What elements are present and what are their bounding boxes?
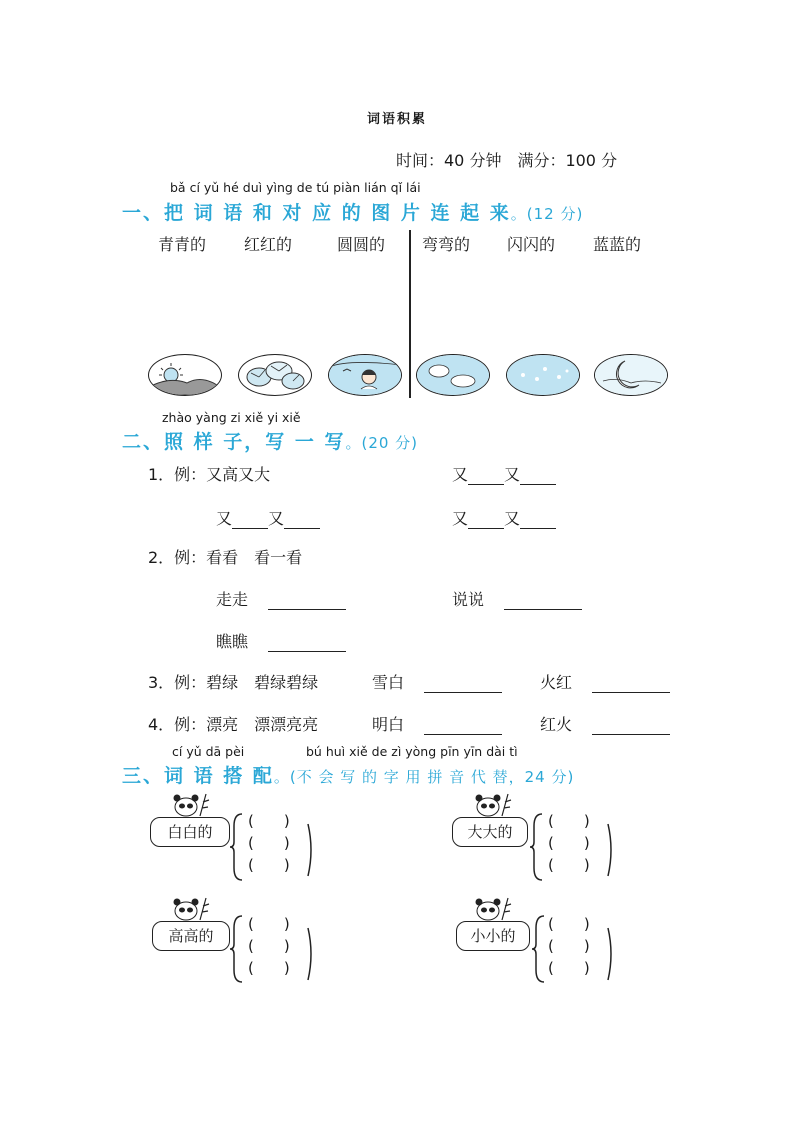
blank-line[interactable] — [504, 593, 582, 610]
q4-item — [372, 712, 502, 735]
sun-over-hills-picture[interactable] — [148, 354, 222, 396]
paren-slot[interactable]: ( ) — [548, 856, 590, 874]
page-title: 词语积累 — [366, 112, 427, 127]
you-char: 又 — [504, 509, 521, 528]
paren-slot[interactable]: ( ) — [548, 937, 590, 955]
section1-heading — [122, 198, 583, 225]
tag-baibaide: 白白的 — [150, 817, 230, 847]
word-item: 圆圆的 — [337, 235, 386, 254]
paren-slot[interactable]: ( ) — [548, 915, 590, 933]
q1-fill-1 — [452, 462, 556, 485]
q4-word: 红火 — [540, 715, 573, 734]
word-item: 蓝蓝的 — [593, 235, 642, 254]
lotus-leaves-picture[interactable] — [238, 354, 312, 396]
paren-slot[interactable]: ( ) — [248, 915, 290, 933]
blank-line[interactable] — [520, 468, 556, 485]
section2-pinyin: zhào yàng zi xiě yi xiě — [162, 410, 301, 425]
q2-word: 瞧瞧 — [216, 632, 249, 651]
blank-line[interactable] — [520, 512, 556, 529]
section2-heading-text: 二、照 样 子，写 一 写 — [122, 431, 346, 453]
you-char: 又 — [452, 465, 469, 484]
right-paren-icon — [606, 822, 616, 882]
section2-heading — [122, 427, 418, 454]
tag-gaogaode: 高高的 — [152, 921, 230, 951]
brace-icon — [230, 812, 244, 886]
section1-heading-text: 一、把 词 语 和 对 应 的 图 片 连 起 来 — [122, 202, 511, 224]
q2-word: 说说 — [452, 590, 485, 609]
brace-icon — [230, 914, 244, 988]
q2-word: 走走 — [216, 590, 249, 609]
brace-icon — [532, 914, 546, 988]
stars-picture[interactable] — [506, 354, 580, 396]
blank-line[interactable] — [468, 512, 504, 529]
paren-slot[interactable]: ( ) — [548, 812, 590, 830]
word-item: 红红的 — [244, 235, 293, 254]
blank-line[interactable] — [268, 635, 346, 652]
blank-line[interactable] — [232, 512, 268, 529]
you-char: 又 — [268, 509, 285, 528]
brace-icon — [530, 812, 544, 886]
blank-line[interactable] — [268, 593, 346, 610]
blank-line[interactable] — [468, 468, 504, 485]
word-item: 闪闪的 — [507, 235, 556, 254]
q3-example: 3．例：碧绿 碧绿碧绿 — [148, 673, 319, 692]
paren-slot[interactable]: ( ) — [548, 959, 590, 977]
paren-slot[interactable]: ( ) — [248, 937, 290, 955]
q1-fill-2 — [216, 506, 320, 529]
q4-word: 明白 — [372, 715, 405, 734]
you-char: 又 — [452, 509, 469, 528]
blank-line[interactable] — [424, 676, 502, 693]
section1-score: 。(12 分) — [510, 205, 584, 223]
q4-item — [540, 712, 670, 735]
paren-slot[interactable]: ( ) — [248, 856, 290, 874]
q2-item — [452, 587, 582, 610]
blank-line[interactable] — [592, 718, 670, 735]
blank-line[interactable] — [424, 718, 502, 735]
crescent-moon-picture[interactable] — [594, 354, 668, 396]
section3-pinyin-a: cí yǔ dā pèi — [172, 744, 245, 759]
q2-example: 2．例：看看 看一看 — [148, 548, 303, 567]
q2-item — [216, 629, 346, 652]
q1-example: 1．例：又高又大 — [148, 465, 271, 484]
tag-xiaoxiaode: 小小的 — [456, 921, 530, 951]
section1-pinyin: bǎ cí yǔ hé duì yìng de tú piàn lián qǐ lái — [170, 180, 421, 195]
right-paren-icon — [306, 822, 316, 882]
paren-slot[interactable]: ( ) — [248, 959, 290, 977]
section3-heading-text: 三、词 语 搭 配 — [122, 765, 274, 787]
paren-slot[interactable]: ( ) — [548, 834, 590, 852]
section3-pinyin-b: bú huì xiě de zì yòng pīn yīn dài tì — [306, 744, 518, 759]
word-item: 青青的 — [158, 235, 207, 254]
blank-line[interactable] — [592, 676, 670, 693]
paren-slot[interactable]: ( ) — [248, 812, 290, 830]
q3-word: 火红 — [540, 673, 573, 692]
blank-line[interactable] — [284, 512, 320, 529]
section3-heading — [122, 761, 574, 788]
q4-example: 4．例：漂亮 漂漂亮亮 — [148, 715, 319, 734]
right-paren-icon — [606, 926, 616, 986]
clouds-picture[interactable] — [416, 354, 490, 396]
q2-item — [216, 587, 346, 610]
section1-divider — [409, 230, 411, 398]
word-item: 弯弯的 — [422, 235, 471, 254]
paren-slot[interactable]: ( ) — [248, 834, 290, 852]
girl-in-pond-picture[interactable] — [328, 354, 402, 396]
section3-score: 。(不 会 写 的 字 用 拼 音 代 替，24 分) — [273, 768, 575, 786]
you-char: 又 — [504, 465, 521, 484]
q3-item — [372, 670, 502, 693]
q3-word: 雪白 — [372, 673, 405, 692]
q3-item — [540, 670, 670, 693]
you-char: 又 — [216, 509, 233, 528]
tag-dadade: 大大的 — [452, 817, 528, 847]
section2-score: 。(20 分) — [345, 434, 419, 452]
time-info: 时间：40 分钟 满分：100 分 — [396, 151, 618, 170]
right-paren-icon — [306, 926, 316, 986]
q1-fill-3 — [452, 506, 556, 529]
